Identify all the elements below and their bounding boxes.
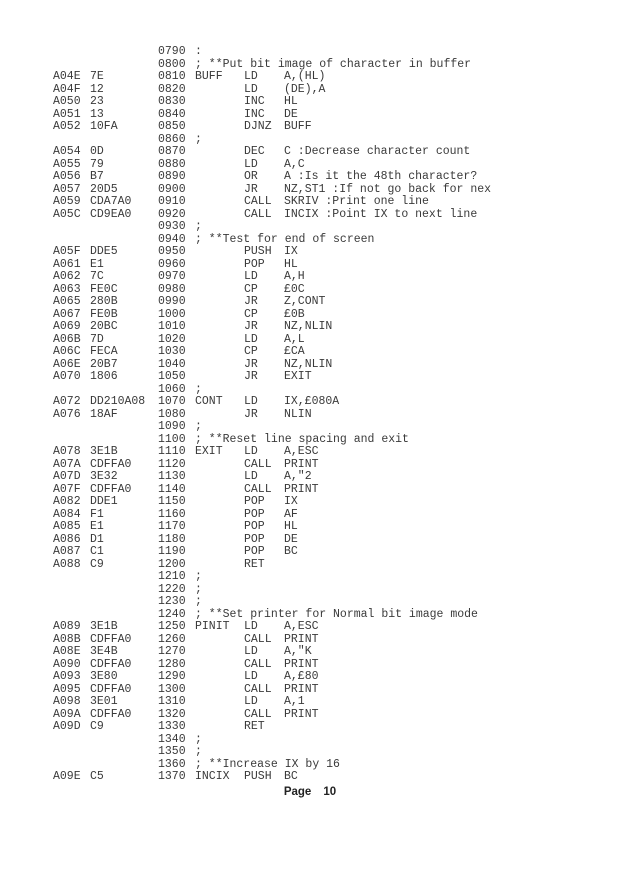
operand: A :Is it the 48th character? [284,170,478,183]
opcode: POP [244,507,265,521]
line-number: 1280 [158,657,186,671]
machine-code: 3E1B [90,445,118,458]
line-number: 1170 [158,520,186,533]
code-line [0,346,620,359]
opcode: JR [244,407,258,421]
comment-text: ; **Put bit image of character in buffer [195,57,472,71]
opcode: LD [244,270,258,283]
code-line [0,559,620,572]
address: A04E [53,70,81,83]
machine-code: CDFFA0 [90,682,132,696]
operand: HL [284,95,298,108]
opcode: INC [244,107,265,121]
operand: A,£80 [284,670,319,683]
line-number: 0830 [158,95,186,108]
opcode: LD [244,82,258,96]
operand: HL [284,257,298,271]
operand: IX [284,245,298,258]
opcode: PUSH [244,245,272,258]
address: A09D [53,720,81,733]
comment-text: ; [195,745,202,758]
line-number: 0910 [158,195,186,208]
line-number: 1230 [158,595,186,608]
machine-code: CDFFA0 [90,707,132,721]
opcode: JR [244,370,258,383]
operand: BUFF [284,120,312,133]
opcode: PUSH [244,770,272,783]
code-line [0,246,620,259]
comment-text: ; [195,570,202,583]
machine-code: 1806 [90,370,118,383]
opcode: LD [244,695,258,708]
machine-code: C1 [90,545,104,558]
machine-code: 79 [90,157,104,171]
code-line [0,71,620,84]
opcode: CALL [244,657,272,671]
operand: A,1 [284,695,305,708]
line-number: 0790 [158,45,186,58]
address: A062 [53,270,81,283]
line-number: 0990 [158,295,186,308]
comment-line [0,596,620,609]
opcode: RET [244,720,265,733]
opcode: JR [244,320,258,333]
machine-code: CD9EA0 [90,207,132,221]
comment-line [0,734,620,747]
line-number: 0950 [158,245,186,258]
line-number: 1310 [158,695,186,708]
page-number: 10 [323,786,337,798]
line-number: 0970 [158,270,186,283]
code-line [0,721,620,734]
address: A089 [53,620,81,633]
code-line [0,521,620,534]
comment-text: ; [195,582,202,596]
line-number: 0850 [158,120,186,133]
machine-code: F1 [90,507,104,521]
address: A08E [53,645,81,658]
opcode: CALL [244,195,272,208]
label: EXIT [195,445,223,458]
address: A070 [53,370,81,383]
assembly-listing [0,46,620,784]
address: A063 [53,282,81,296]
operand: A,(HL) [284,70,326,83]
operand: IX [284,495,298,508]
opcode: POP [244,520,265,533]
line-number: 0820 [158,82,186,96]
address: A088 [53,557,81,571]
address: A05F [53,245,81,258]
operand: DE [284,532,298,546]
address: A051 [53,107,81,121]
opcode: INC [244,95,265,108]
machine-code: FE0B [90,307,118,321]
machine-code: D1 [90,532,104,546]
operand: £0C [284,282,305,296]
code-line [0,196,620,209]
code-line [0,321,620,334]
address: A067 [53,307,81,321]
machine-code: C5 [90,770,104,783]
opcode: RET [244,557,265,571]
opcode: CP [244,282,258,296]
opcode: POP [244,545,265,558]
machine-code: C9 [90,557,104,571]
comment-text: ; **Reset line spacing and exit [195,432,409,446]
code-line [0,771,620,784]
line-number: 1220 [158,582,186,596]
opcode: JR [244,182,258,196]
operand: £CA [284,345,305,358]
address: A09E [53,770,81,783]
code-line [0,546,620,559]
address: A086 [53,532,81,546]
operand: BC [284,770,298,783]
opcode: CALL [244,457,272,471]
comment-text: ; **Test for end of screen [195,232,375,246]
line-number: 0920 [158,207,186,221]
operand: NZ,NLIN [284,357,333,371]
address: A085 [53,520,81,533]
comment-text: ; [195,420,202,433]
machine-code: CDFFA0 [90,457,132,471]
line-number: 0900 [158,182,186,196]
operand: IX,£080A [284,395,340,408]
operand: PRINT [284,482,319,496]
code-line [0,271,620,284]
operand: INCIX :Point IX to next line [284,207,478,221]
machine-code: 20D5 [90,182,118,196]
label: INCIX [195,770,230,783]
operand: PRINT [284,707,319,721]
machine-code: 3E80 [90,670,118,683]
code-line [0,671,620,684]
code-line [0,96,620,109]
operand: NZ,NLIN [284,320,333,333]
line-number: 1160 [158,507,186,521]
line-number: 1070 [158,395,186,408]
address: A061 [53,257,81,271]
line-number: 1100 [158,432,186,446]
line-number: 1030 [158,345,186,358]
line-number: 0980 [158,282,186,296]
comment-line [0,421,620,434]
comment-line [0,584,620,597]
line-number: 1330 [158,720,186,733]
address: A069 [53,320,81,333]
machine-code: E1 [90,257,104,271]
opcode: CALL [244,707,272,721]
line-number: 1240 [158,607,186,621]
operand: NLIN [284,407,312,421]
line-number: 0880 [158,157,186,171]
line-number: 1110 [158,445,186,458]
line-number: 1000 [158,307,186,321]
machine-code: 3E32 [90,470,118,483]
line-number: 0870 [158,145,186,158]
address: A054 [53,145,81,158]
comment-text: ; **Set printer for Normal bit image mode [195,607,478,621]
operand: A,"K [284,645,312,658]
machine-code: 12 [90,82,104,96]
line-number: 0810 [158,70,186,83]
operand: A,H [284,270,305,283]
machine-code: CDFFA0 [90,482,132,496]
opcode: LD [244,157,258,171]
address: A093 [53,670,81,683]
address: A087 [53,545,81,558]
line-number: 1210 [158,570,186,583]
line-number: 1090 [158,420,186,433]
label: CONT [195,395,223,408]
machine-code: 18AF [90,407,118,421]
line-number: 1150 [158,495,186,508]
opcode: CALL [244,682,272,696]
operand: SKRIV :Print one line [284,195,429,208]
machine-code: E1 [90,520,104,533]
address: A072 [53,395,81,408]
line-number: 0940 [158,232,186,246]
line-number: 1200 [158,557,186,571]
address: A09A [53,707,81,721]
operand: A,ESC [284,620,319,633]
address: A095 [53,682,81,696]
line-number: 1370 [158,770,186,783]
line-number: 1180 [158,532,186,546]
opcode: LD [244,670,258,683]
comment-text: ; [195,382,202,396]
operand: PRINT [284,657,319,671]
code-line [0,146,620,159]
code-line [0,409,620,422]
comment-text: ; [195,132,202,146]
opcode: DEC [244,145,265,158]
comment-line [0,221,620,234]
line-number: 0860 [158,132,186,146]
code-line [0,396,620,409]
operand: PRINT [284,457,319,471]
address: A052 [53,120,81,133]
address: A08B [53,632,81,646]
comment-text: ; [195,595,202,608]
address: A07D [53,470,81,483]
page-footer [0,786,620,798]
code-line [0,646,620,659]
line-number: 0840 [158,107,186,121]
comment-text: ; **Increase IX by 16 [195,757,340,771]
line-number: 1190 [158,545,186,558]
machine-code: 3E1B [90,620,118,633]
machine-code: 20B7 [90,357,118,371]
opcode: CALL [244,632,272,646]
comment-line [0,571,620,584]
address: A084 [53,507,81,521]
address: A04F [53,82,81,96]
line-number: 1270 [158,645,186,658]
address: A06E [53,357,81,371]
code-line [0,696,620,709]
machine-code: FE0C [90,282,118,296]
machine-code: DDE5 [90,245,118,258]
opcode: LD [244,70,258,83]
address: A055 [53,157,81,171]
address: A078 [53,445,81,458]
code-line [0,209,620,222]
line-number: 1250 [158,620,186,633]
opcode: LD [244,470,258,483]
operand: A,ESC [284,445,319,458]
address: A06B [53,332,81,346]
machine-code: 7D [90,332,104,346]
operand: DE [284,107,298,121]
machine-code: DDE1 [90,495,118,508]
operand: BC [284,545,298,558]
line-number: 1050 [158,370,186,383]
opcode: LD [244,332,258,346]
opcode: CALL [244,482,272,496]
machine-code: 20BC [90,320,118,333]
address: A06C [53,345,81,358]
operand: £0B [284,307,305,321]
machine-code: C9 [90,720,104,733]
line-number: 1040 [158,357,186,371]
operand: PRINT [284,632,319,646]
opcode: CP [244,345,258,358]
machine-code: 280B [90,295,118,308]
line-number: 1020 [158,332,186,346]
line-number: 1080 [158,407,186,421]
line-number: 1130 [158,470,186,483]
address: A098 [53,695,81,708]
address: A057 [53,182,81,196]
label: BUFF [195,70,223,83]
comment-line [0,746,620,759]
address: A07F [53,482,81,496]
opcode: DJNZ [244,120,272,133]
operand: HL [284,520,298,533]
machine-code: 3E4B [90,645,118,658]
line-number: 1010 [158,320,186,333]
code-line [0,296,620,309]
line-number: 1140 [158,482,186,496]
opcode: LD [244,620,258,633]
address: A082 [53,495,81,508]
operand: NZ,ST1 :If not go back for nex [284,182,492,196]
operand: EXIT [284,370,312,383]
opcode: JR [244,357,258,371]
code-line [0,171,620,184]
operand: Z,CONT [284,295,326,308]
operand: A,L [284,332,305,346]
code-line [0,121,620,134]
operand: C :Decrease character count [284,145,471,158]
line-number: 1060 [158,382,186,396]
machine-code: CDFFA0 [90,632,132,646]
machine-code: 0D [90,145,104,158]
line-number: 1260 [158,632,186,646]
opcode: CP [244,307,258,321]
operand: AF [284,507,298,521]
opcode: POP [244,532,265,546]
code-line [0,621,620,634]
operand: A,"2 [284,470,312,483]
comment-text: ; [195,732,202,746]
machine-code: 13 [90,107,104,121]
opcode: LD [244,645,258,658]
operand: (DE),A [284,82,326,96]
address: A07A [53,457,81,471]
machine-code: 10FA [90,120,118,133]
code-line [0,496,620,509]
opcode: CALL [244,207,272,221]
opcode: LD [244,445,258,458]
comment-text: : [195,45,202,58]
comment-line [0,46,620,59]
line-number: 1290 [158,670,186,683]
opcode: LD [244,395,258,408]
comment-text: ; [195,220,202,233]
line-number: 1350 [158,745,186,758]
code-line [0,446,620,459]
line-number: 1360 [158,757,186,771]
line-number: 0960 [158,257,186,271]
machine-code: 23 [90,95,104,108]
machine-code: 7C [90,270,104,283]
address: A076 [53,407,81,421]
address: A059 [53,195,81,208]
machine-code: 7E [90,70,104,83]
operand: A,C [284,157,305,171]
opcode: POP [244,257,265,271]
opcode: POP [244,495,265,508]
machine-code: FECA [90,345,118,358]
operand: PRINT [284,682,319,696]
machine-code: CDA7A0 [90,195,132,208]
address: A065 [53,295,81,308]
opcode: JR [244,295,258,308]
line-number: 0930 [158,220,186,233]
address: A090 [53,657,81,671]
line-number: 0890 [158,170,186,183]
line-number: 0800 [158,57,186,71]
machine-code: B7 [90,170,104,183]
line-number: 1320 [158,707,186,721]
line-number: 1340 [158,732,186,746]
address: A056 [53,170,81,183]
line-number: 1120 [158,457,186,471]
machine-code: CDFFA0 [90,657,132,671]
code-line [0,371,620,384]
machine-code: DD210A08 [90,395,146,408]
code-line [0,471,620,484]
address: A05C [53,207,81,221]
opcode: OR [244,170,258,183]
machine-code: 3E01 [90,695,118,708]
page-label: Page [283,786,312,798]
address: A050 [53,95,81,108]
label: PINIT [195,620,230,633]
line-number: 1300 [158,682,186,696]
